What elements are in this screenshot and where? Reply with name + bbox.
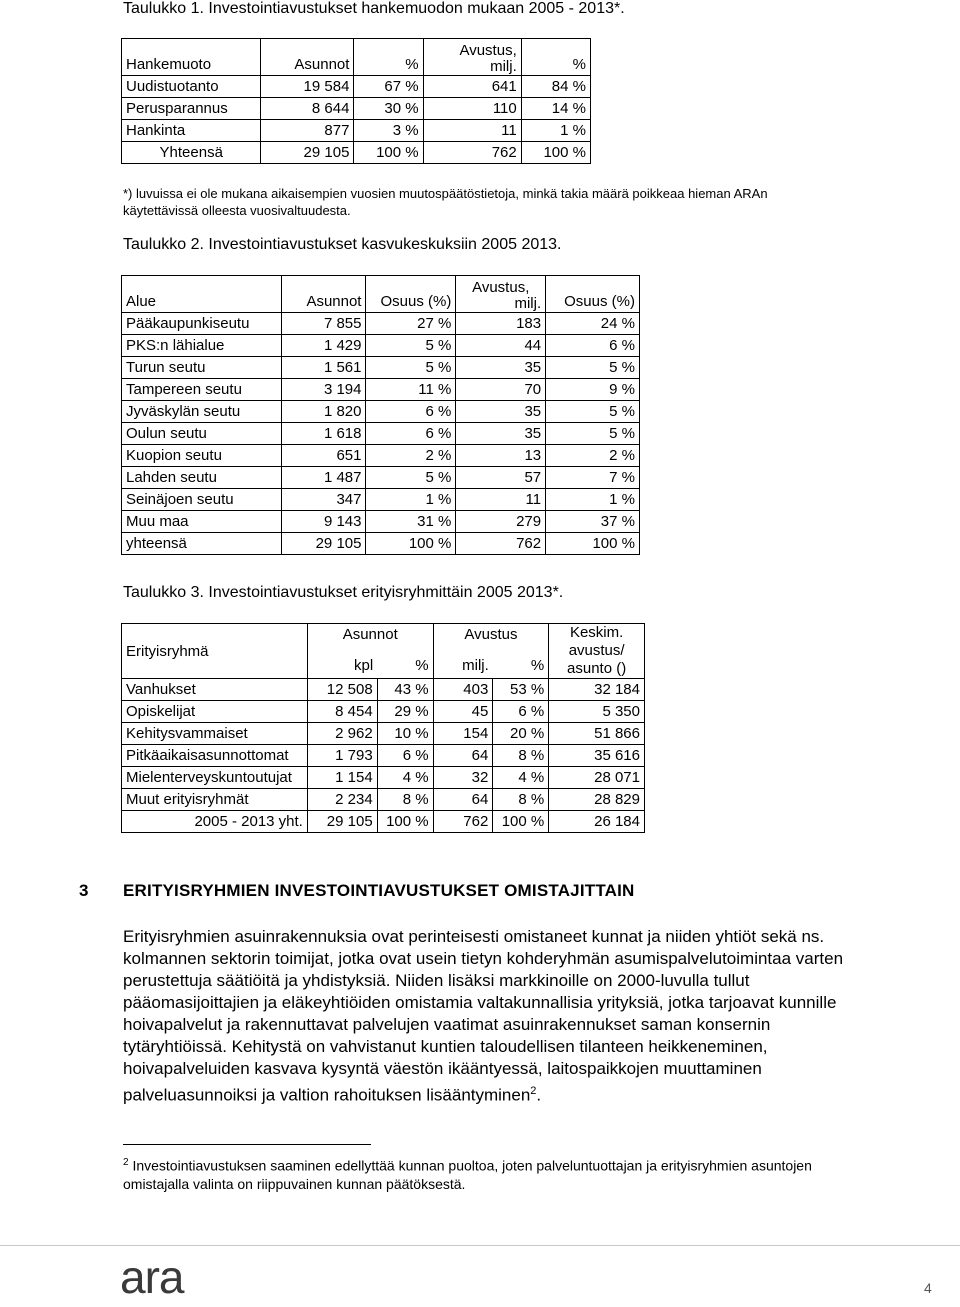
- table3-cell: Opiskelijat: [122, 701, 308, 723]
- table2-header-avustus: [456, 276, 546, 313]
- ara-logo: ara: [120, 1251, 184, 1303]
- table-row: [122, 701, 645, 723]
- table3-header-keskim-line2: avustus/: [568, 642, 625, 659]
- table2-cell: Seinäjoen seutu: [122, 489, 282, 511]
- table3-header-pct2: %: [493, 653, 549, 679]
- table2-cell: 100 %: [366, 533, 456, 555]
- table1-cell: 30 %: [354, 98, 423, 120]
- table3-header-group: Erityisryhmä: [122, 624, 308, 679]
- footnote-divider: [123, 1144, 371, 1145]
- table2-cell: 5 %: [366, 467, 456, 489]
- table-row: [122, 467, 640, 489]
- table3-cell: 10 %: [377, 723, 433, 745]
- table2-cell: 1 561: [281, 357, 366, 379]
- table2-cell: 29 105: [281, 533, 366, 555]
- table1-cell: 641: [423, 76, 521, 98]
- table2-cell: 7 %: [546, 467, 640, 489]
- table-row: [122, 313, 640, 335]
- table3-header-asunnot: Asunnot: [307, 624, 433, 653]
- table2-cell: 762: [456, 533, 546, 555]
- table-row: [122, 511, 640, 533]
- table2-cell: 6 %: [546, 335, 640, 357]
- table3-cell: Vanhukset: [122, 679, 308, 701]
- table1-cell: 100 %: [521, 142, 590, 164]
- section-paragraph-text: Erityisryhmien asuinrakennuksia ovat perinteisesti omistaneet kunnat ja niiden yhtiöt sekä ns. kolmannen sektorin toimijat, jotka ovat usein tietyn kohderyhmän asumispalvelutoimintaa varten perustettuja säätiöitä ja yhdistyksiä. Niiden lisäksi markkinoille on 2000-luvulla tullut pääomasijoittajien ja eläkeyhtiöiden omistamia valtakunnallisia yrityksiä, jotka tarjoavat kunnille hoivapalvelut ja rakennuttavat palvelujen vaatimat asuinrakennukset saman konsernin tytäryhtiöissä. Kehitystä on vahvistanut kuntien taloudellisen tilanteen heikkeneminen, hoivapalveluiden kasvava kysyntä väestön ikääntyessä, laitospaikkojen muuttaminen palveluasunnoiksi ja valtion rahoituksen lisääntyminen: [123, 927, 844, 1105]
- table3-cell: 32: [433, 767, 493, 789]
- table1-header-pct2: %: [521, 39, 590, 76]
- table2-header-avustus-line2: milj.: [514, 295, 542, 312]
- table3-cell: 51 866: [549, 723, 645, 745]
- table2-cell: Pääkaupunkiseutu: [122, 313, 282, 335]
- table1-cell: Hankinta: [122, 120, 261, 142]
- table1-cell: 14 %: [521, 98, 590, 120]
- table3-cell: Pitkäaikaisasunnottomat: [122, 745, 308, 767]
- table3-header-keskim-line3: asunto (): [567, 660, 627, 677]
- table1-header-pct: %: [354, 39, 423, 76]
- table2-cell: 37 %: [546, 511, 640, 533]
- footnote: [123, 1154, 843, 1193]
- table3-cell: 100 %: [377, 811, 433, 833]
- table2-cell: 9 %: [546, 379, 640, 401]
- table2-cell: 13: [456, 445, 546, 467]
- table2-cell: 70: [456, 379, 546, 401]
- table3-cell: 8 454: [307, 701, 377, 723]
- table2-cell: 5 %: [546, 401, 640, 423]
- table2-cell: 31 %: [366, 511, 456, 533]
- table1-cell: 8 644: [261, 98, 354, 120]
- table1-cell: Uudistuotanto: [122, 76, 261, 98]
- table3-cell: 6 %: [493, 701, 549, 723]
- table2-cell: 5 %: [546, 423, 640, 445]
- table2-cell: 1 618: [281, 423, 366, 445]
- section-paragraph: [123, 926, 845, 1107]
- table3-cell: 4 %: [493, 767, 549, 789]
- footnote-number: 2: [123, 1157, 129, 1168]
- table3-cell: 8 %: [377, 789, 433, 811]
- table1-caption: Taulukko 1. Investointiavustukset hankemuodon mukaan 2005 - 2013*.: [123, 0, 625, 17]
- table3-cell: 100 %: [493, 811, 549, 833]
- table-row: [122, 789, 645, 811]
- footer-divider: [0, 1245, 960, 1246]
- table3-header-keskim-line1: Keskim.: [569, 624, 624, 641]
- table2-header-osuus: Osuus (%): [366, 276, 456, 313]
- table3-cell: Mielenterveyskuntoutujat: [122, 767, 308, 789]
- table3-cell: 8 %: [493, 745, 549, 767]
- footnote-reference: 2: [530, 1085, 537, 1097]
- table2-cell: 35: [456, 423, 546, 445]
- section-number: 3: [79, 881, 89, 900]
- table3-cell: 29 %: [377, 701, 433, 723]
- table-row: [122, 142, 591, 164]
- table1-cell: 29 105: [261, 142, 354, 164]
- table-row: [122, 401, 640, 423]
- table2-body: [122, 313, 640, 555]
- table-row: [122, 357, 640, 379]
- table3-cell: 64: [433, 745, 493, 767]
- table2-header-osuus2: Osuus (%): [546, 276, 640, 313]
- table-row: [122, 445, 640, 467]
- table-row: [122, 767, 645, 789]
- section-paragraph-end: .: [536, 1085, 542, 1105]
- table1-header-hankemuoto: Hankemuoto: [122, 39, 261, 76]
- table3-cell: 6 %: [377, 745, 433, 767]
- table2-header-asunnot: Asunnot: [281, 276, 366, 313]
- table3-cell: 28 071: [549, 767, 645, 789]
- table1-cell: Perusparannus: [122, 98, 261, 120]
- table2-cell: 1 429: [281, 335, 366, 357]
- table2-cell: Lahden seutu: [122, 467, 282, 489]
- table3-cell: 43 %: [377, 679, 433, 701]
- table3-header-pct1: %: [377, 653, 433, 679]
- table2-cell: 24 %: [546, 313, 640, 335]
- table1-header-avustus-line1: Avustus,: [459, 42, 517, 59]
- table3-cell: 403: [433, 679, 493, 701]
- table-row: [122, 811, 645, 833]
- table3-caption: Taulukko 3. Investointiavustukset erityisryhmittäin 2005 2013*.: [123, 584, 564, 601]
- table3-cell: 35 616: [549, 745, 645, 767]
- table-row: [122, 533, 640, 555]
- table-row: [122, 76, 591, 98]
- table2-cell: Jyväskylän seutu: [122, 401, 282, 423]
- table3-cell: 28 829: [549, 789, 645, 811]
- table2-cell: 651: [281, 445, 366, 467]
- table3-cell: 45: [433, 701, 493, 723]
- table2-cell: 6 %: [366, 423, 456, 445]
- table2-cell: 44: [456, 335, 546, 357]
- table1-header-avustus-line2: milj.: [490, 58, 517, 75]
- table3-cell: Kehitysvammaiset: [122, 723, 308, 745]
- table3-cell: Muut erityisryhmät: [122, 789, 308, 811]
- table-row: [122, 745, 645, 767]
- table2-cell: Kuopion seutu: [122, 445, 282, 467]
- table1-cell: 84 %: [521, 76, 590, 98]
- table2-cell: 5 %: [366, 357, 456, 379]
- page-number: 4: [924, 1280, 932, 1296]
- table-row: [122, 98, 591, 120]
- table2-cell: 6 %: [366, 401, 456, 423]
- table2-cell: 35: [456, 357, 546, 379]
- table2-cell: 3 194: [281, 379, 366, 401]
- table-row: [122, 335, 640, 357]
- table2-cell: 1 820: [281, 401, 366, 423]
- table2-cell: 11: [456, 489, 546, 511]
- table2-cell: 2 %: [546, 445, 640, 467]
- table2-cell: 27 %: [366, 313, 456, 335]
- table-row: [122, 379, 640, 401]
- table3-header-keskim: [549, 624, 645, 679]
- table1-header-avustus: [423, 39, 521, 76]
- table2-cell: 7 855: [281, 313, 366, 335]
- table3-cell: 2005 - 2013 yht.: [122, 811, 308, 833]
- table3-cell: 2 234: [307, 789, 377, 811]
- table3-cell: 26 184: [549, 811, 645, 833]
- table3-cell: 8 %: [493, 789, 549, 811]
- table3-header-milj: milj.: [433, 653, 493, 679]
- table2-cell: 279: [456, 511, 546, 533]
- table3-cell: 154: [433, 723, 493, 745]
- table1-note: *) luvuissa ei ole mukana aikaisempien vuosien muutospäätöstietoja, minkä takia määrä poikkeaa hieman ARAn käytettävissä olleesta vuosivaltuudesta.: [123, 186, 768, 218]
- table3-cell: 29 105: [307, 811, 377, 833]
- table2-cell: 183: [456, 313, 546, 335]
- table2-cell: 57: [456, 467, 546, 489]
- table-row: [122, 723, 645, 745]
- table-row: [122, 489, 640, 511]
- table2-header-alue: Alue: [122, 276, 282, 313]
- table2-cell: Tampereen seutu: [122, 379, 282, 401]
- table3-cell: 2 962: [307, 723, 377, 745]
- table2-cell: 1 %: [366, 489, 456, 511]
- table3-cell: 32 184: [549, 679, 645, 701]
- table1-cell: 100 %: [354, 142, 423, 164]
- table2-cell: 100 %: [546, 533, 640, 555]
- table1-header-asunnot: Asunnot: [261, 39, 354, 76]
- table2-cell: 11 %: [366, 379, 456, 401]
- table3: [121, 623, 645, 833]
- table1-header-row: [122, 39, 591, 76]
- footnote-text: Investointiavustuksen saaminen edellyttää kunnan puoltoa, joten palveluntuottajan ja erityisryhmien asuntojen omistajalla valinta on riippuvainen kunnan päätöksestä.: [123, 1157, 812, 1192]
- table3-cell: 12 508: [307, 679, 377, 701]
- table2-cell: 5 %: [546, 357, 640, 379]
- table3-body: [122, 679, 645, 833]
- table3-cell: 5 350: [549, 701, 645, 723]
- table3-cell: 64: [433, 789, 493, 811]
- table2-cell: 5 %: [366, 335, 456, 357]
- table2-cell: 9 143: [281, 511, 366, 533]
- table3-cell: 20 %: [493, 723, 549, 745]
- table2-cell: 1 487: [281, 467, 366, 489]
- table2-cell: 1 %: [546, 489, 640, 511]
- table3-cell: 1 154: [307, 767, 377, 789]
- table3-header-avustus: Avustus: [433, 624, 549, 653]
- table3-header-kpl: kpl: [307, 653, 377, 679]
- table2-cell: 35: [456, 401, 546, 423]
- table2-cell: Turun seutu: [122, 357, 282, 379]
- table1: [121, 38, 591, 164]
- table-row: [122, 423, 640, 445]
- table1-cell: 110: [423, 98, 521, 120]
- table-row: [122, 120, 591, 142]
- table3-cell: 1 793: [307, 745, 377, 767]
- table2-cell: 2 %: [366, 445, 456, 467]
- table1-cell: 11: [423, 120, 521, 142]
- table1-cell: 3 %: [354, 120, 423, 142]
- table3-cell: 4 %: [377, 767, 433, 789]
- table1-cell: 877: [261, 120, 354, 142]
- table2-cell: PKS:n lähialue: [122, 335, 282, 357]
- table1-cell: 67 %: [354, 76, 423, 98]
- table2-cell: Oulun seutu: [122, 423, 282, 445]
- table3-cell: 762: [433, 811, 493, 833]
- table1-cell: 762: [423, 142, 521, 164]
- table2: [121, 275, 640, 555]
- table1-cell: 1 %: [521, 120, 590, 142]
- table1-cell: 19 584: [261, 76, 354, 98]
- table2-header-avustus-line1: Avustus,: [472, 279, 530, 296]
- table2-cell: 347: [281, 489, 366, 511]
- table2-header-row: [122, 276, 640, 313]
- section-title: ERITYISRYHMIEN INVESTOINTIAVUSTUKSET OMISTAJITTAIN: [123, 881, 635, 900]
- table2-caption: Taulukko 2. Investointiavustukset kasvukeskuksiin 2005 2013.: [123, 236, 562, 253]
- table1-cell: Yhteensä: [122, 142, 261, 164]
- table2-cell: yhteensä: [122, 533, 282, 555]
- table2-cell: Muu maa: [122, 511, 282, 533]
- table3-cell: 53 %: [493, 679, 549, 701]
- table-row: [122, 679, 645, 701]
- table3-header-row1: [122, 624, 645, 653]
